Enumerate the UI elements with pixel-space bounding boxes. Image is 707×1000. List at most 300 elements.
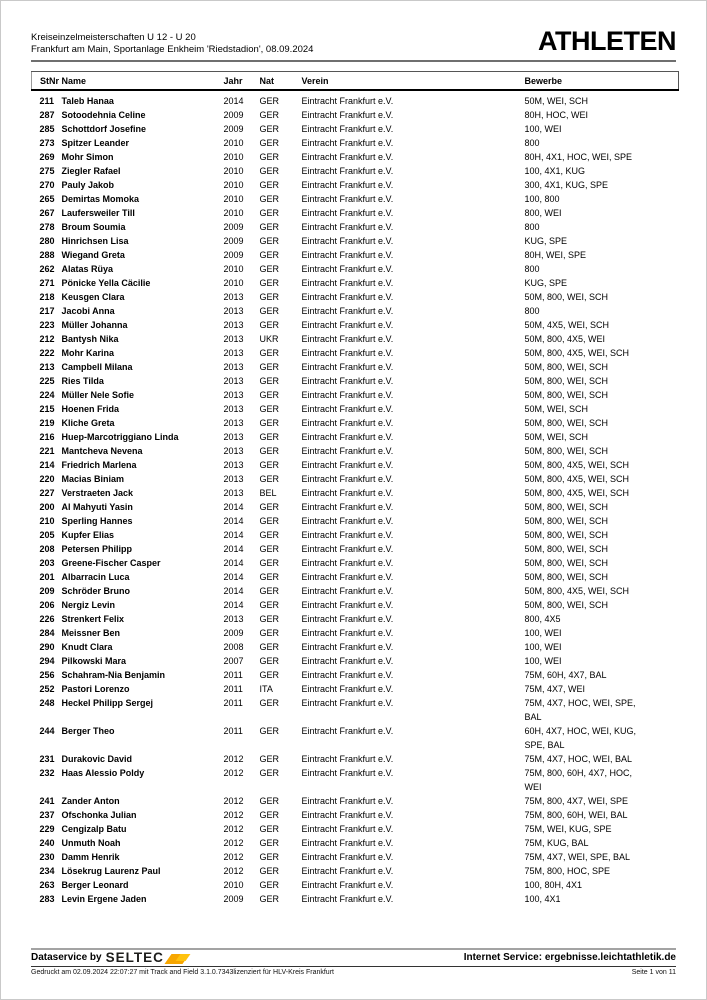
- cell-bewerbe: 50M, 800, WEI, SCH: [524, 530, 609, 540]
- cell-nat: GER: [259, 446, 280, 456]
- cell-bewerbe: 50M, 800, 4X5, WEI, SCH: [524, 348, 630, 358]
- cell-bewerbe: 100, WEI: [524, 642, 562, 652]
- cell-name: Taleb Hanaa: [61, 96, 114, 106]
- cell-name: Ziegler Rafael: [61, 166, 121, 176]
- cell-verein: Eintracht Frankfurt e.V.: [301, 348, 394, 358]
- table-row: [32, 696, 679, 724]
- cell-name: Lösekrug Laurenz Paul: [61, 866, 161, 876]
- table-row: [32, 850, 679, 864]
- table-row: [32, 262, 679, 276]
- cell-nat: GER: [259, 614, 280, 624]
- cell-bewerbe: 50M, 800, 4X5, WEI, SCH: [524, 474, 630, 484]
- dataservice-block: [31, 952, 190, 964]
- cell-name: Heckel Philipp Sergej: [61, 698, 154, 708]
- cell-bewerbe: 50M, 800, WEI, SCH: [524, 390, 609, 400]
- table-row: [32, 444, 679, 458]
- cell-nat: GER: [259, 166, 280, 176]
- cell-bewerbe: 800: [524, 264, 540, 274]
- cell-verein: Eintracht Frankfurt e.V.: [301, 334, 394, 344]
- cell-bewerbe: 50M, 800, WEI, SCH: [524, 376, 609, 386]
- table-row: [32, 682, 679, 696]
- cell-stnr: 265: [39, 194, 55, 204]
- cell-name: Al Mahyuti Yasin: [61, 502, 133, 512]
- column-header-jahr: Jahr: [224, 72, 260, 91]
- cell-nat: GER: [259, 180, 280, 190]
- cell-name: Bantysh Nika: [61, 334, 119, 344]
- cell-nat: GER: [259, 600, 280, 610]
- cell-jahr: 2013: [223, 292, 244, 302]
- cell-bewerbe: 800: [524, 138, 540, 148]
- table-row: [32, 472, 679, 486]
- cell-verein: Eintracht Frankfurt e.V.: [301, 894, 394, 904]
- cell-jahr: 2009: [223, 222, 244, 232]
- table-row: [32, 612, 679, 626]
- cell-stnr: 294: [39, 656, 55, 666]
- cell-verein: Eintracht Frankfurt e.V.: [301, 222, 394, 232]
- cell-name: Schottdorf Josefine: [61, 124, 147, 134]
- cell-stnr: 224: [39, 390, 55, 400]
- cell-name: Greene-Fischer Casper: [61, 558, 161, 568]
- cell-stnr: 263: [39, 880, 55, 890]
- cell-jahr: 2013: [223, 376, 244, 386]
- cell-nat: GER: [259, 208, 280, 218]
- cell-nat: GER: [259, 530, 280, 540]
- cell-jahr: 2013: [223, 460, 244, 470]
- cell-verein: Eintracht Frankfurt e.V.: [301, 362, 394, 372]
- cell-verein: Eintracht Frankfurt e.V.: [301, 152, 394, 162]
- cell-bewerbe: 50M, 800, 4X5, WEI: [524, 334, 606, 344]
- table-row: [32, 374, 679, 388]
- cell-nat: GER: [259, 460, 280, 470]
- cell-name: Mantcheva Nevena: [61, 446, 143, 456]
- cell-jahr: 2009: [223, 236, 244, 246]
- table-row: [32, 766, 679, 794]
- cell-bewerbe: 50M, 800, WEI, SCH: [524, 362, 609, 372]
- cell-jahr: 2014: [223, 530, 244, 540]
- cell-jahr: 2011: [223, 726, 243, 736]
- cell-verein: Eintracht Frankfurt e.V.: [301, 516, 394, 526]
- header-divider: [31, 60, 676, 62]
- table-row: [32, 794, 679, 808]
- cell-bewerbe: 80H, HOC, WEI: [524, 110, 589, 120]
- cell-stnr: 203: [39, 558, 55, 568]
- seltec-logo-text: SELTEC: [105, 950, 164, 965]
- cell-bewerbe: 75M, 800, 4X7, WEI, SPE: [524, 796, 629, 806]
- cell-name: Petersen Philipp: [61, 544, 133, 554]
- cell-name: Damm Henrik: [61, 852, 120, 862]
- cell-stnr: 218: [39, 292, 55, 302]
- cell-stnr: 216: [39, 432, 55, 442]
- cell-stnr: 206: [39, 600, 55, 610]
- cell-bewerbe: 50M, WEI, SCH: [524, 96, 589, 106]
- cell-nat: GER: [259, 138, 280, 148]
- cell-bewerbe: 50M, 800, 4X5, WEI, SCH: [524, 586, 630, 596]
- cell-stnr: 271: [39, 278, 55, 288]
- cell-stnr: 211: [39, 96, 55, 106]
- cell-stnr: 234: [39, 866, 55, 876]
- cell-name: Meissner Ben: [61, 628, 121, 638]
- cell-name: Cengizalp Batu: [61, 824, 127, 834]
- cell-name: Broum Soumia: [61, 222, 126, 232]
- cell-verein: Eintracht Frankfurt e.V.: [301, 194, 394, 204]
- cell-jahr: 2009: [223, 124, 244, 134]
- table-row: [32, 528, 679, 542]
- cell-jahr: 2014: [223, 96, 244, 106]
- cell-name: Campbell Milana: [61, 362, 133, 372]
- cell-stnr: 212: [39, 334, 55, 344]
- cell-jahr: 2011: [223, 698, 243, 708]
- cell-bewerbe: 50M, 800, WEI, SCH: [524, 544, 609, 554]
- cell-verein: Eintracht Frankfurt e.V.: [301, 614, 394, 624]
- cell-verein: Eintracht Frankfurt e.V.: [301, 558, 394, 568]
- cell-nat: GER: [259, 292, 280, 302]
- cell-verein: Eintracht Frankfurt e.V.: [301, 754, 394, 764]
- cell-name: Zander Anton: [61, 796, 120, 806]
- cell-bewerbe: 100, WEI: [524, 124, 562, 134]
- cell-nat: GER: [259, 502, 280, 512]
- cell-nat: GER: [259, 348, 280, 358]
- document-titles: [31, 32, 313, 55]
- table-row: [32, 290, 679, 304]
- cell-nat: GER: [259, 628, 280, 638]
- cell-name: Schahram-Nia Benjamin: [61, 670, 166, 680]
- cell-verein: Eintracht Frankfurt e.V.: [301, 278, 394, 288]
- table-row: [32, 360, 679, 374]
- table-row: [32, 206, 679, 220]
- cell-nat: GER: [259, 754, 280, 764]
- table-row: [32, 402, 679, 416]
- cell-nat: GER: [259, 306, 280, 316]
- cell-verein: Eintracht Frankfurt e.V.: [301, 642, 394, 652]
- table-row: [32, 234, 679, 248]
- cell-verein: Eintracht Frankfurt e.V.: [301, 432, 394, 442]
- cell-stnr: 219: [39, 418, 55, 428]
- cell-stnr: 262: [39, 264, 55, 274]
- doc-title-line2: Frankfurt am Main, Sportanlage Enkheim 'Riedstadion', 08.09.2024: [31, 43, 314, 55]
- cell-jahr: 2012: [223, 866, 244, 876]
- cell-name: Pilkowski Mara: [61, 656, 127, 666]
- table-row: [32, 542, 679, 556]
- cell-bewerbe: 50M, 800, WEI, SCH: [524, 418, 609, 428]
- cell-nat: GER: [259, 278, 280, 288]
- cell-stnr: 214: [39, 460, 55, 470]
- cell-stnr: 278: [39, 222, 55, 232]
- table-row: [32, 514, 679, 528]
- cell-bewerbe: 800, 4X5: [524, 614, 561, 624]
- cell-verein: Eintracht Frankfurt e.V.: [301, 586, 394, 596]
- cell-nat: GER: [259, 96, 280, 106]
- cell-bewerbe: 50M, 800, WEI, SCH: [524, 558, 609, 568]
- table-row: [32, 584, 679, 598]
- cell-jahr: 2011: [223, 684, 243, 694]
- cell-jahr: 2013: [223, 362, 244, 372]
- cell-name: Spitzer Leander: [61, 138, 130, 148]
- cell-verein: Eintracht Frankfurt e.V.: [301, 180, 394, 190]
- table-row: [32, 332, 679, 346]
- cell-name: Alatas Rüya: [61, 264, 114, 274]
- cell-jahr: 2009: [223, 894, 244, 904]
- cell-nat: GER: [259, 362, 280, 372]
- seltec-swoosh-icon: [166, 953, 190, 964]
- cell-jahr: 2013: [223, 488, 244, 498]
- cell-verein: Eintracht Frankfurt e.V.: [301, 810, 394, 820]
- cell-verein: Eintracht Frankfurt e.V.: [301, 390, 394, 400]
- cell-name: Strenkert Felix: [61, 614, 125, 624]
- cell-jahr: 2014: [223, 502, 244, 512]
- cell-stnr: 210: [39, 516, 55, 526]
- cell-name: Knudt Clara: [61, 642, 113, 652]
- cell-jahr: 2010: [223, 152, 244, 162]
- cell-stnr: 226: [39, 614, 55, 624]
- cell-stnr: 229: [39, 824, 55, 834]
- cell-nat: GER: [259, 418, 280, 428]
- cell-bewerbe: 50M, 800, 4X5, WEI, SCH: [524, 460, 630, 470]
- cell-name: Verstraeten Jack: [61, 488, 134, 498]
- cell-verein: Eintracht Frankfurt e.V.: [301, 670, 394, 680]
- cell-verein: Eintracht Frankfurt e.V.: [301, 124, 394, 134]
- table-row: [32, 178, 679, 192]
- cell-nat: GER: [259, 124, 280, 134]
- table-row: [32, 752, 679, 766]
- table-row: [32, 654, 679, 668]
- cell-nat: GER: [259, 838, 280, 848]
- cell-name: Kupfer Elias: [61, 530, 115, 540]
- cell-jahr: 2012: [223, 852, 244, 862]
- cell-bewerbe: 75M, 4X7, HOC, WEI, SPE, BAL: [524, 698, 636, 722]
- table-row: [32, 626, 679, 640]
- cell-verein: Eintracht Frankfurt e.V.: [301, 96, 394, 106]
- cell-nat: GER: [259, 796, 280, 806]
- cell-nat: BEL: [259, 488, 277, 498]
- cell-nat: GER: [259, 642, 280, 652]
- cell-nat: GER: [259, 698, 280, 708]
- cell-nat: GER: [259, 810, 280, 820]
- cell-verein: Eintracht Frankfurt e.V.: [301, 306, 394, 316]
- cell-nat: GER: [259, 768, 280, 778]
- cell-verein: Eintracht Frankfurt e.V.: [301, 544, 394, 554]
- table-row: [32, 416, 679, 430]
- cell-verein: Eintracht Frankfurt e.V.: [301, 866, 394, 876]
- cell-jahr: 2014: [223, 600, 244, 610]
- cell-bewerbe: 100, WEI: [524, 628, 562, 638]
- column-header-name: Name: [62, 72, 224, 91]
- internet-service-text: Internet Service: ergebnisse.leichtathletik.de: [463, 952, 676, 963]
- cell-stnr: 201: [39, 572, 55, 582]
- cell-nat: GER: [259, 726, 280, 736]
- cell-bewerbe: 50M, 800, WEI, SCH: [524, 600, 609, 610]
- cell-bewerbe: 800, WEI: [524, 208, 562, 218]
- cell-verein: Eintracht Frankfurt e.V.: [301, 236, 394, 246]
- cell-bewerbe: 800: [524, 222, 540, 232]
- cell-stnr: 241: [39, 796, 55, 806]
- table-row: [32, 556, 679, 570]
- table-row: [32, 304, 679, 318]
- cell-jahr: 2012: [223, 810, 244, 820]
- cell-stnr: 222: [39, 348, 55, 358]
- table-row: [32, 668, 679, 682]
- cell-stnr: 285: [39, 124, 55, 134]
- cell-jahr: 2013: [223, 418, 244, 428]
- cell-jahr: 2007: [223, 656, 244, 666]
- cell-jahr: 2010: [223, 880, 244, 890]
- cell-name: Durakovic David: [61, 754, 133, 764]
- cell-stnr: 280: [39, 236, 55, 246]
- cell-stnr: 270: [39, 180, 55, 190]
- cell-jahr: 2013: [223, 614, 244, 624]
- cell-bewerbe: 50M, 800, WEI, SCH: [524, 292, 609, 302]
- cell-jahr: 2013: [223, 446, 244, 456]
- cell-verein: Eintracht Frankfurt e.V.: [301, 768, 394, 778]
- cell-name: Keusgen Clara: [61, 292, 125, 302]
- cell-jahr: 2010: [223, 208, 244, 218]
- table-row: [32, 724, 679, 752]
- cell-verein: Eintracht Frankfurt e.V.: [301, 474, 394, 484]
- cell-verein: Eintracht Frankfurt e.V.: [301, 110, 394, 120]
- cell-stnr: 221: [39, 446, 55, 456]
- cell-stnr: 209: [39, 586, 55, 596]
- cell-bewerbe: 75M, 4X7, WEI: [524, 684, 586, 694]
- cell-nat: GER: [259, 656, 280, 666]
- cell-name: Mohr Karina: [61, 348, 115, 358]
- cell-jahr: 2013: [223, 348, 244, 358]
- cell-nat: GER: [259, 824, 280, 834]
- cell-verein: Eintracht Frankfurt e.V.: [301, 166, 394, 176]
- cell-nat: GER: [259, 852, 280, 862]
- cell-stnr: 231: [39, 754, 55, 764]
- cell-verein: Eintracht Frankfurt e.V.: [301, 824, 394, 834]
- cell-stnr: 256: [39, 670, 55, 680]
- cell-stnr: 230: [39, 852, 55, 862]
- cell-verein: Eintracht Frankfurt e.V.: [301, 208, 394, 218]
- cell-verein: Eintracht Frankfurt e.V.: [301, 292, 394, 302]
- cell-nat: GER: [259, 376, 280, 386]
- cell-name: Ofschonka Julian: [61, 810, 137, 820]
- cell-verein: Eintracht Frankfurt e.V.: [301, 796, 394, 806]
- cell-jahr: 2010: [223, 278, 244, 288]
- cell-nat: GER: [259, 474, 280, 484]
- table-row: [32, 388, 679, 402]
- table-row: [32, 108, 679, 122]
- cell-nat: GER: [259, 516, 280, 526]
- cell-bewerbe: KUG, SPE: [524, 278, 568, 288]
- doc-title-line1: Kreiseinzelmeisterschaften U 12 - U 20: [31, 32, 196, 43]
- cell-bewerbe: 50M, WEI, SCH: [524, 404, 589, 414]
- cell-jahr: 2014: [223, 544, 244, 554]
- cell-jahr: 2011: [223, 670, 243, 680]
- cell-jahr: 2012: [223, 768, 244, 778]
- cell-name: Schröder Bruno: [61, 586, 131, 596]
- cell-bewerbe: 50M, 4X5, WEI, SCH: [524, 320, 610, 330]
- cell-jahr: 2014: [223, 586, 244, 596]
- cell-nat: GER: [259, 404, 280, 414]
- table-row: [32, 150, 679, 164]
- cell-bewerbe: 800: [524, 306, 540, 316]
- cell-jahr: 2012: [223, 796, 244, 806]
- cell-jahr: 2013: [223, 474, 244, 484]
- cell-name: Sperling Hannes: [61, 516, 133, 526]
- cell-jahr: 2012: [223, 824, 244, 834]
- cell-verein: Eintracht Frankfurt e.V.: [301, 698, 394, 708]
- cell-stnr: 244: [39, 726, 55, 736]
- table-row: [32, 500, 679, 514]
- cell-name: Levin Ergene Jaden: [61, 894, 147, 904]
- dataservice-label: Dataservice by: [31, 952, 102, 963]
- cell-bewerbe: 80H, 4X1, HOC, WEI, SPE: [524, 152, 633, 162]
- cell-bewerbe: KUG, SPE: [524, 236, 568, 246]
- printed-info-text: Gedruckt am 02.09.2024 22:07:27 mit Track and Field 3.1.0.7343lizenziert für HLV-Kreis Frankfurt: [31, 969, 334, 976]
- cell-name: Huep-Marcotriggiano Linda: [61, 432, 179, 442]
- cell-name: Albarracin Luca: [61, 572, 130, 582]
- cell-verein: Eintracht Frankfurt e.V.: [301, 600, 394, 610]
- cell-name: Kliche Greta: [61, 418, 115, 428]
- cell-stnr: 275: [39, 166, 55, 176]
- cell-nat: ITA: [259, 684, 273, 694]
- cell-bewerbe: 50M, 800, WEI, SCH: [524, 446, 609, 456]
- cell-bewerbe: 100, 80H, 4X1: [524, 880, 583, 890]
- cell-verein: Eintracht Frankfurt e.V.: [301, 838, 394, 848]
- cell-verein: Eintracht Frankfurt e.V.: [301, 880, 394, 890]
- table-row: [32, 808, 679, 822]
- column-header-stnr: StNr: [32, 72, 62, 91]
- cell-stnr: 200: [39, 502, 55, 512]
- cell-jahr: 2009: [223, 628, 244, 638]
- table-row: [32, 598, 679, 612]
- table-row: [32, 90, 679, 108]
- seltec-logo: [106, 952, 190, 964]
- cell-bewerbe: 100, 4X1: [524, 894, 561, 904]
- cell-bewerbe: 50M, 800, WEI, SCH: [524, 502, 609, 512]
- footer-print-row: [31, 967, 676, 977]
- cell-nat: GER: [259, 880, 280, 890]
- cell-bewerbe: 75M, 4X7, WEI, SPE, BAL: [524, 852, 631, 862]
- cell-bewerbe: 75M, 60H, 4X7, BAL: [524, 670, 607, 680]
- cell-verein: Eintracht Frankfurt e.V.: [301, 628, 394, 638]
- cell-nat: GER: [259, 432, 280, 442]
- cell-nat: GER: [259, 236, 280, 246]
- cell-nat: GER: [259, 250, 280, 260]
- cell-verein: Eintracht Frankfurt e.V.: [301, 852, 394, 862]
- cell-name: Hinrichsen Lisa: [61, 236, 129, 246]
- footer-service-row: [31, 950, 676, 966]
- cell-jahr: 2013: [223, 334, 244, 344]
- table-row: [32, 640, 679, 654]
- table-header-row: [32, 72, 679, 91]
- cell-stnr: 237: [39, 810, 55, 820]
- cell-nat: UKR: [259, 334, 279, 344]
- cell-stnr: 269: [39, 152, 55, 162]
- cell-jahr: 2013: [223, 390, 244, 400]
- cell-verein: Eintracht Frankfurt e.V.: [301, 404, 394, 414]
- table-row: [32, 878, 679, 892]
- cell-jahr: 2014: [223, 572, 244, 582]
- cell-name: Berger Leonard: [61, 880, 129, 890]
- cell-stnr: 217: [39, 306, 55, 316]
- cell-nat: GER: [259, 866, 280, 876]
- cell-jahr: 2010: [223, 166, 244, 176]
- cell-bewerbe: 75M, 4X7, HOC, WEI, BAL: [524, 754, 633, 764]
- cell-jahr: 2009: [223, 250, 244, 260]
- cell-name: Pastori Lorenzo: [61, 684, 130, 694]
- cell-verein: Eintracht Frankfurt e.V.: [301, 530, 394, 540]
- cell-verein: Eintracht Frankfurt e.V.: [301, 264, 394, 274]
- doc-type-heading: ATHLETEN: [538, 26, 676, 56]
- table-row: [32, 892, 679, 906]
- cell-bewerbe: 100, 4X1, KUG: [524, 166, 586, 176]
- cell-bewerbe: 50M, 800, WEI, SCH: [524, 572, 609, 582]
- cell-bewerbe: 75M, 800, 60H, 4X7, HOC, WEI: [524, 768, 633, 792]
- cell-jahr: 2013: [223, 432, 244, 442]
- table-row: [32, 122, 679, 136]
